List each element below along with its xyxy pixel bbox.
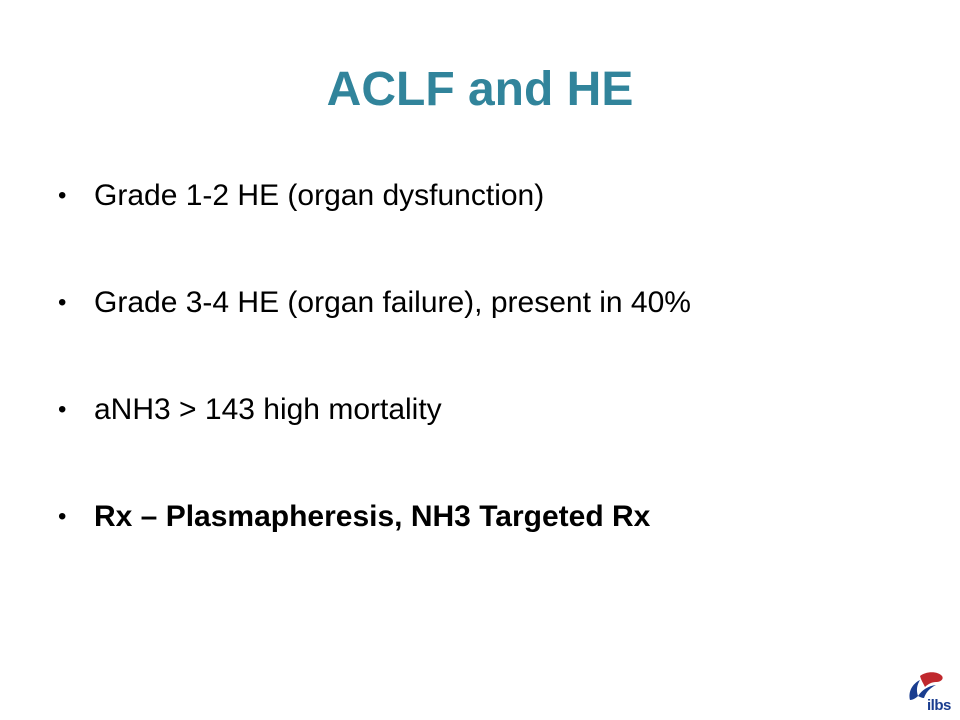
bullet-dot: • xyxy=(58,396,67,423)
bullet-dot: • xyxy=(58,503,67,530)
bullet-text: Grade 1-2 HE (organ dysfunction) xyxy=(94,179,545,212)
bullet-text: aNH3 > 143 high mortality xyxy=(94,393,442,426)
logo-text: ilbs xyxy=(927,697,951,714)
bullet-dot: • xyxy=(58,182,67,209)
bullet-item-1 xyxy=(58,174,918,281)
bullet-item-2 xyxy=(58,281,918,388)
bullet-item-4 xyxy=(58,495,918,602)
bullet-item-3 xyxy=(58,388,918,495)
bullet-text: Grade 3-4 HE (organ failure), present in 40% xyxy=(94,286,691,319)
bullet-list xyxy=(58,174,918,602)
slide-title: ACLF and HE xyxy=(326,63,634,116)
ilbs-logo xyxy=(900,668,956,716)
bullet-text: Rx – Plasmapheresis, NH3 Targeted Rx xyxy=(94,500,651,533)
bullet-dot: • xyxy=(58,289,67,316)
